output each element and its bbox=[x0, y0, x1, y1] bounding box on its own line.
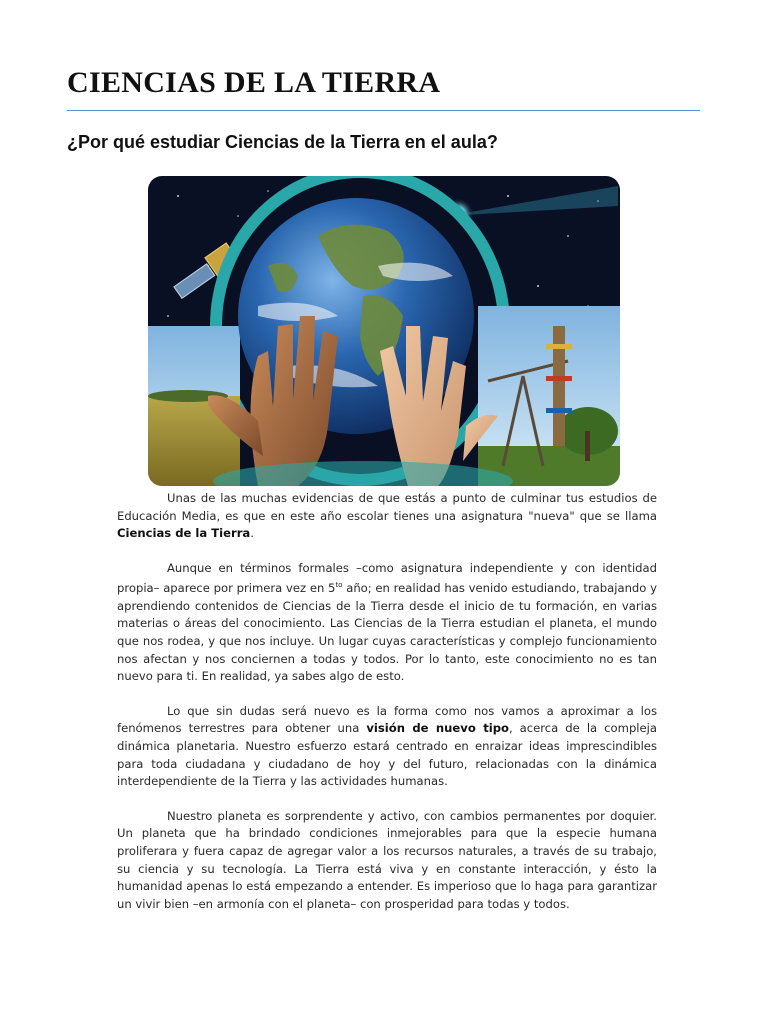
page-title: CIENCIAS DE LA TIERRA bbox=[67, 66, 441, 99]
title-divider bbox=[67, 110, 700, 111]
paragraph-1-end: . bbox=[250, 526, 254, 541]
earth-hands-illustration bbox=[148, 176, 620, 486]
paragraph-3-text: Lo que sin dudas será nuevo es la forma como nos vamos a aproximar a los fenómenos terrestres para obtener una bbox=[117, 703, 657, 736]
paragraph-3-rest: , acerca de la compleja dinámica planetaria. Nuestro esfuerzo estará centrado en enraizar ideas imprescindibles para toda ciudadana y ciudadano de hoy y del futuro, relacionadas con la dinámica interdependiente de la Tierra y las actividades humanas. bbox=[117, 721, 657, 789]
paragraph-4 bbox=[117, 808, 657, 914]
paragraph-2-ordinal: to bbox=[335, 581, 343, 590]
paragraph-1-text: Unas de las muchas evidencias de que estás a punto de culminar tus estudios de Educación Media, es que en este año escolar tienes una asignatura "nueva" que se llama bbox=[117, 491, 657, 523]
paragraph-3-bold: visión de nuevo tipo bbox=[366, 721, 509, 736]
paragraph-1 bbox=[117, 490, 657, 543]
hero-illustration-svg bbox=[148, 176, 620, 486]
paragraph-2-text: Aunque en términos formales –como asignatura independiente y con identidad propia– aparece por primera vez en 5 bbox=[117, 560, 657, 596]
body-text bbox=[117, 490, 657, 930]
paragraph-4-text: Nuestro planeta es sorprendente y activo, con cambios permanentes por doquier. Un planeta que ha brindado condiciones inmejorables para que la especie humana proliferara y fuera capaz de agregar valor a los recursos naturales, a través de su trabajo, su ciencia y su tecnología. La Tierra está viva y en constante interacción, y ésto la humanidad apenas lo está empezando a entender. Es imperioso que lo haga para garantizar un vivir bien –en armonía con el planeta– con prosperidad para todas y todos. bbox=[117, 808, 657, 911]
paragraph-3 bbox=[117, 703, 657, 791]
paragraph-2 bbox=[117, 560, 657, 686]
paragraph-2-rest: año; en realidad has venido estudiando, trabajando y aprendiendo contenidos de Ciencias de la Tierra desde el inicio de tu formación, en varias materias o áreas del conocimiento. Las Ciencias de la Tierra estudian el planeta, el mundo que nos rodea, y que nos incluye. Un lugar cuyas características y complejo funcionamiento nos afectan y nos conciernen a todas y todos. Por lo tanto, este conocimiento no es tan nuevo para ti. En realidad, ya sabes algo de esto. bbox=[117, 581, 657, 684]
section-heading: ¿Por qué estudiar Ciencias de la Tierra en el aula? bbox=[67, 132, 498, 152]
paragraph-1-bold: Ciencias de la Tierra bbox=[117, 526, 251, 541]
